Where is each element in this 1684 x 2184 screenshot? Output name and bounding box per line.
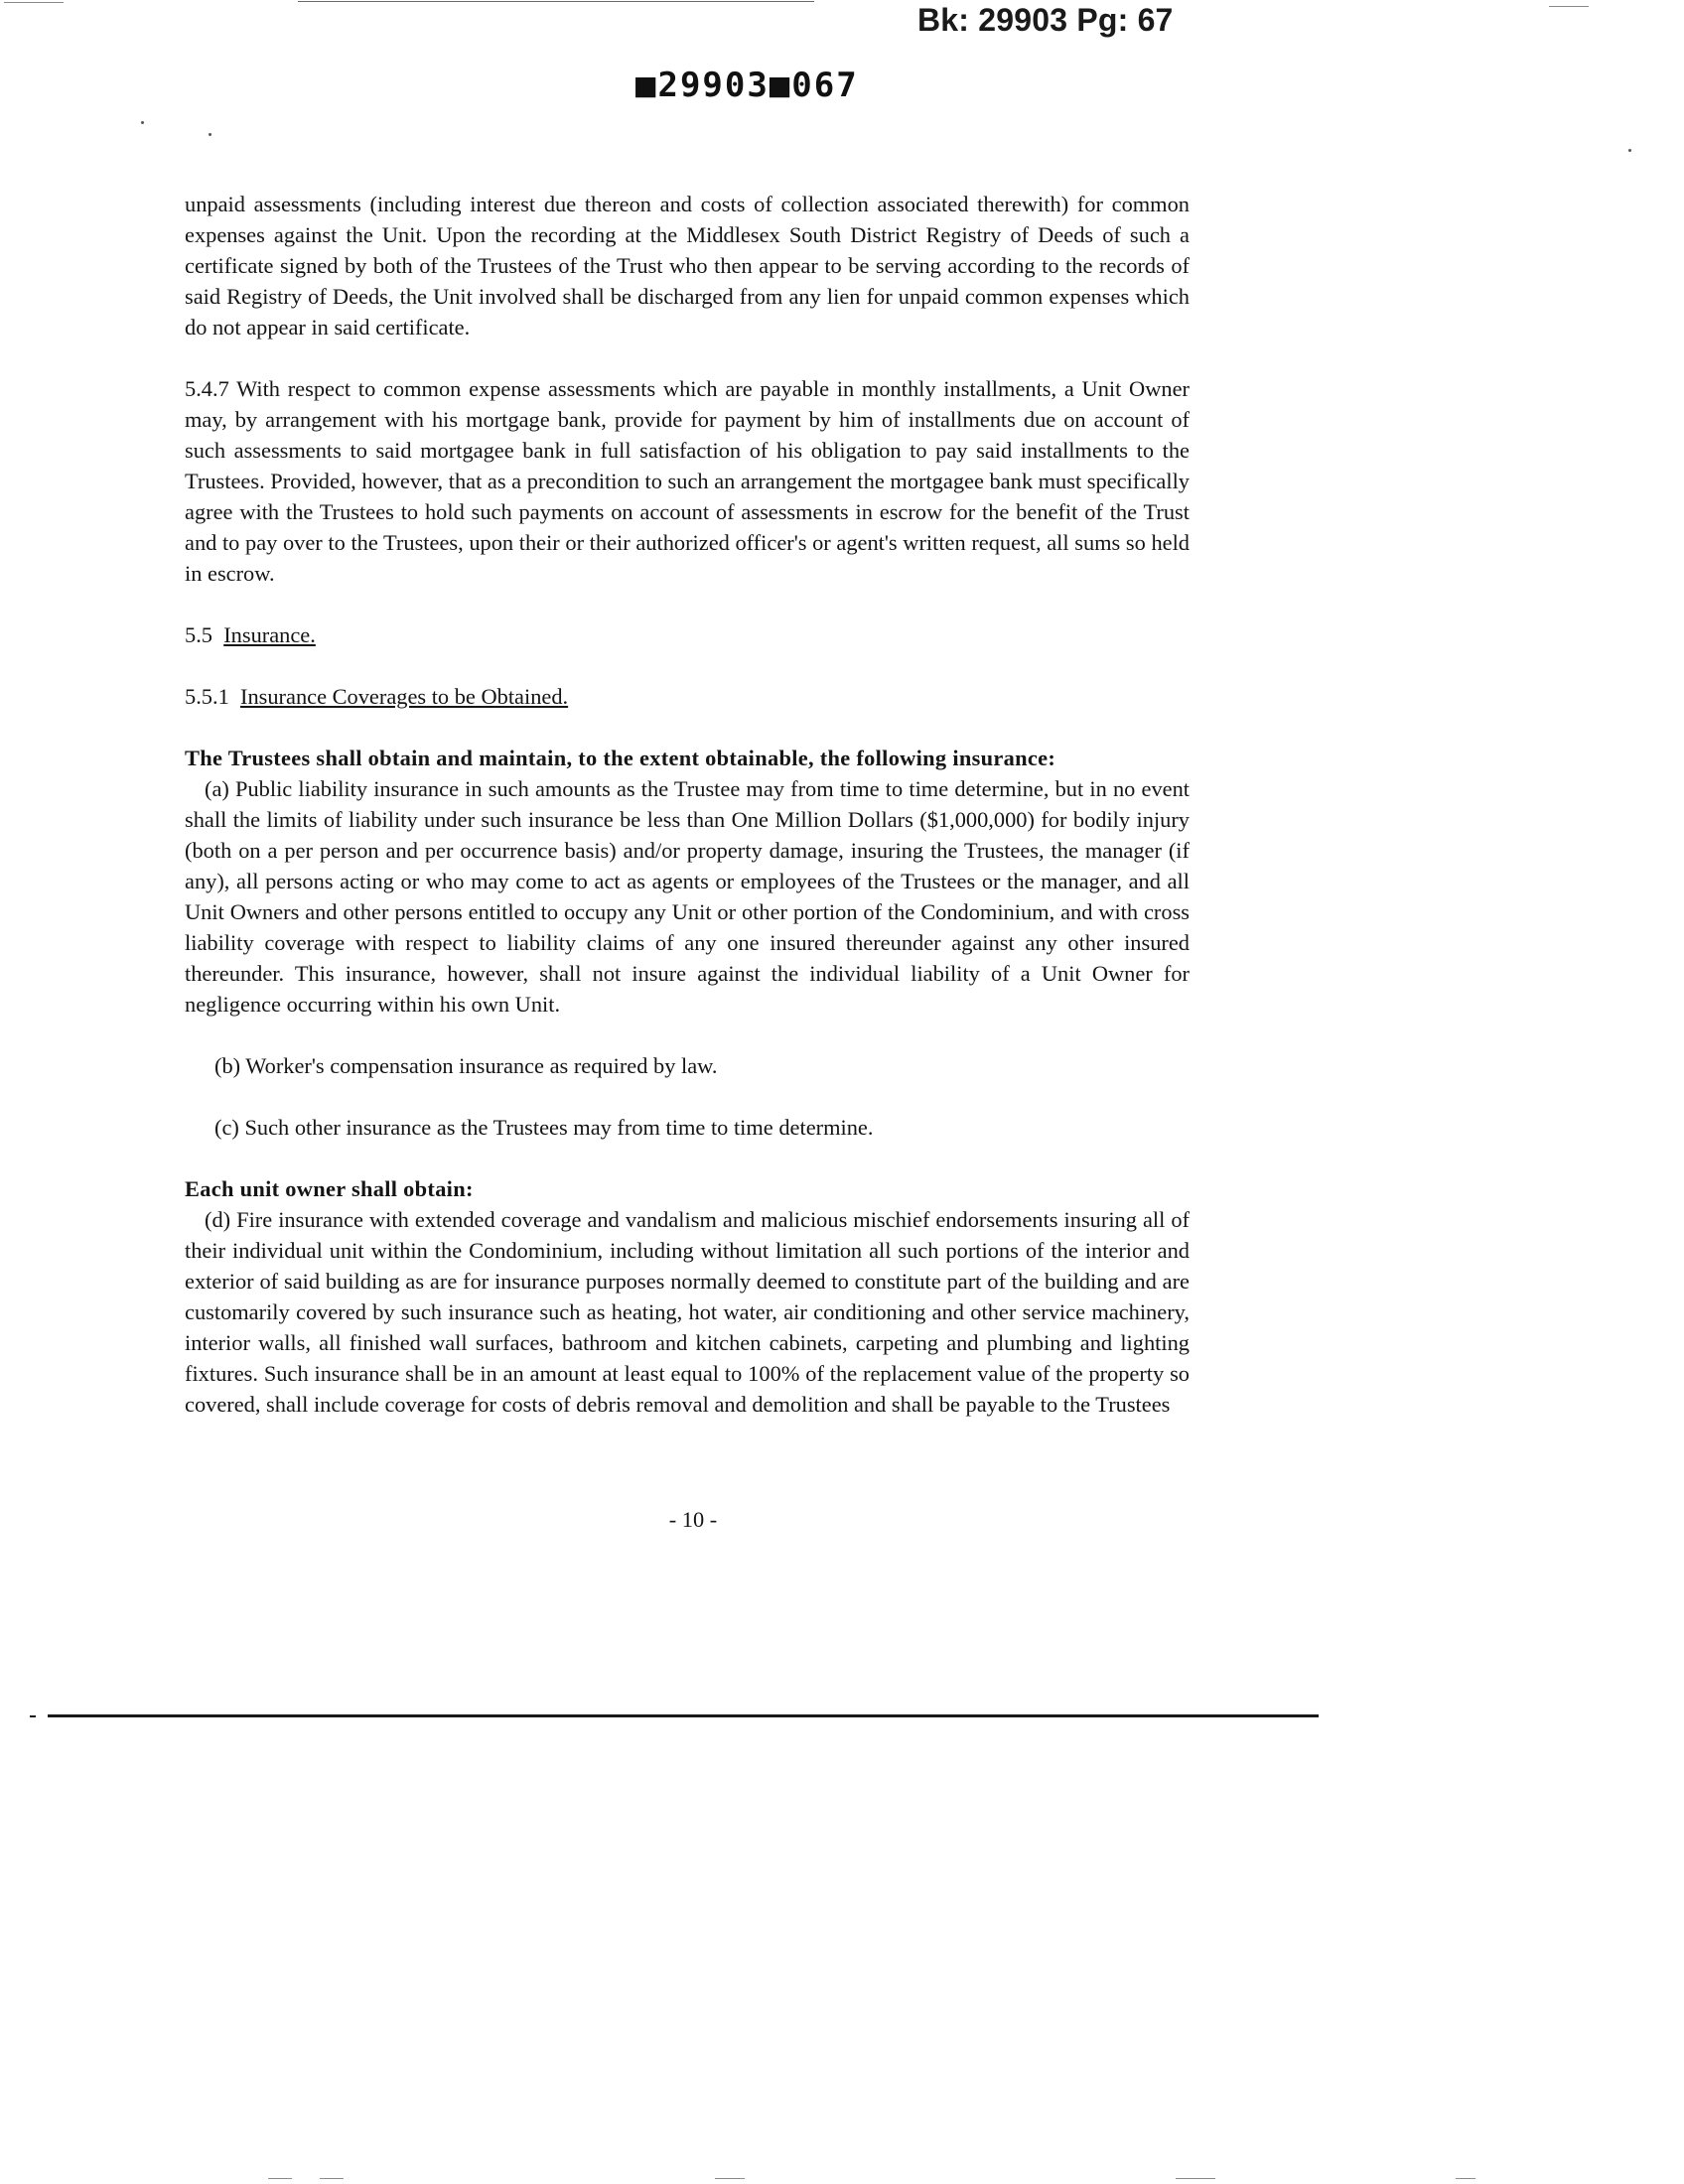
scan-speck	[141, 121, 144, 124]
scan-bottom-dash	[1456, 2178, 1475, 2179]
insurance-item-b: (b) Worker's compensation insurance as required by law.	[214, 1053, 718, 1078]
scan-speck	[1628, 149, 1631, 152]
section-5-5-heading	[185, 619, 1190, 650]
scan-top-right-dash	[1549, 6, 1589, 7]
scan-top-left-dash	[4, 2, 64, 3]
document-body	[185, 189, 1190, 1420]
insurance-item-c: (c) Such other insurance as the Trustees may from time to time determine.	[214, 1115, 874, 1140]
trustees-insurance-heading: The Trustees shall obtain and maintain, to the extent obtainable, the following insurance:	[185, 746, 1056, 770]
scan-bottom-tick	[30, 1715, 36, 1717]
section-5-5-number: 5.5	[185, 622, 212, 647]
scan-bottom-dash	[268, 2178, 292, 2179]
scan-speck	[209, 133, 211, 136]
section-5-5-title: Insurance.	[223, 622, 316, 647]
page-number: - 10 -	[668, 1507, 718, 1532]
section-5-5-1-heading	[185, 681, 1190, 712]
unit-owner-heading: Each unit owner shall obtain:	[185, 1176, 474, 1201]
scan-bottom-dash	[715, 2178, 745, 2179]
insurance-item-d: (d) Fire insurance with extended coverage and vandalism and malicious mischief endorsements insuring all of their individual unit within the Condominium, including without limitation all such portions of the interior and exterior of said building as are for insurance purposes normally deemed to constitute part of the building and are customarily covered by such insurance such as heating, hot water, air conditioning and other service machinery, interior walls, all finished wall surfaces, bathroom and kitchen cabinets, carpeting and plumbing and lighting fixtures. Such insurance shall be in an amount at least equal to 100% of the replacement value of the property so covered, shall include coverage for costs of debris removal and demolition and shall be payable to the Trustees	[185, 1207, 1190, 1417]
scan-bottom-rule	[48, 1714, 1319, 1717]
scan-top-rule	[298, 1, 814, 2]
section-5-5-1-title: Insurance Coverages to be Obtained.	[239, 684, 569, 709]
document-number: ■29903■067	[635, 66, 859, 105]
section-5-5-1-number: 5.5.1	[185, 684, 229, 709]
paragraph-unpaid-assessments: unpaid assessments (including interest due thereon and costs of collection associated therewith) for common expenses against the Unit. Upon the recording at the Middlesex South District Registry of Deeds of such a certificate signed by both of the Trustees of the Trust who then appear to be serving according to the records of said Registry of Deeds, the Unit involved shall be discharged from any lien for unpaid common expenses which do not appear in said certificate.	[185, 192, 1190, 340]
paragraph-5-4-7: 5.4.7 With respect to common expense assessments which are payable in monthly installments, a Unit Owner may, by arrangement with his mortgage bank, provide for payment by him of installments due on account of such assessments to said mortgagee bank in full satisfaction of his obligation to pay said installments to the Trustees. Provided, however, that as a precondition to such an arrangement the mortgagee bank must specifically agree with the Trustees to hold such payments on account of assessments in escrow for the benefit of the Trust and to pay over to the Trustees, upon their or their authorized officer's or agent's written request, all sums so held in escrow.	[185, 376, 1190, 586]
insurance-item-a: (a) Public liability insurance in such amounts as the Trustee may from time to time determine, but in no event shall the limits of liability under such insurance be less than One Million Dollars ($1,000,000) for bodily injury (both on a per person and per occurrence basis) and/or property damage, insuring the Trustees, the manager (if any), all persons acting or who may come to act as agents or employees of the Trustees or the manager, and all Unit Owners and other persons entitled to occupy any Unit or other portion of the Condominium, and with cross liability coverage with respect to liability claims of any one insured thereunder against any other insured thereunder. This insurance, however, shall not insure against the individual liability of a Unit Owner for negligence occurring within his own Unit.	[185, 776, 1190, 1017]
scan-bottom-dash	[320, 2178, 344, 2179]
book-page-reference: Bk: 29903 Pg: 67	[917, 2, 1174, 38]
scan-bottom-dash	[1176, 2178, 1215, 2179]
